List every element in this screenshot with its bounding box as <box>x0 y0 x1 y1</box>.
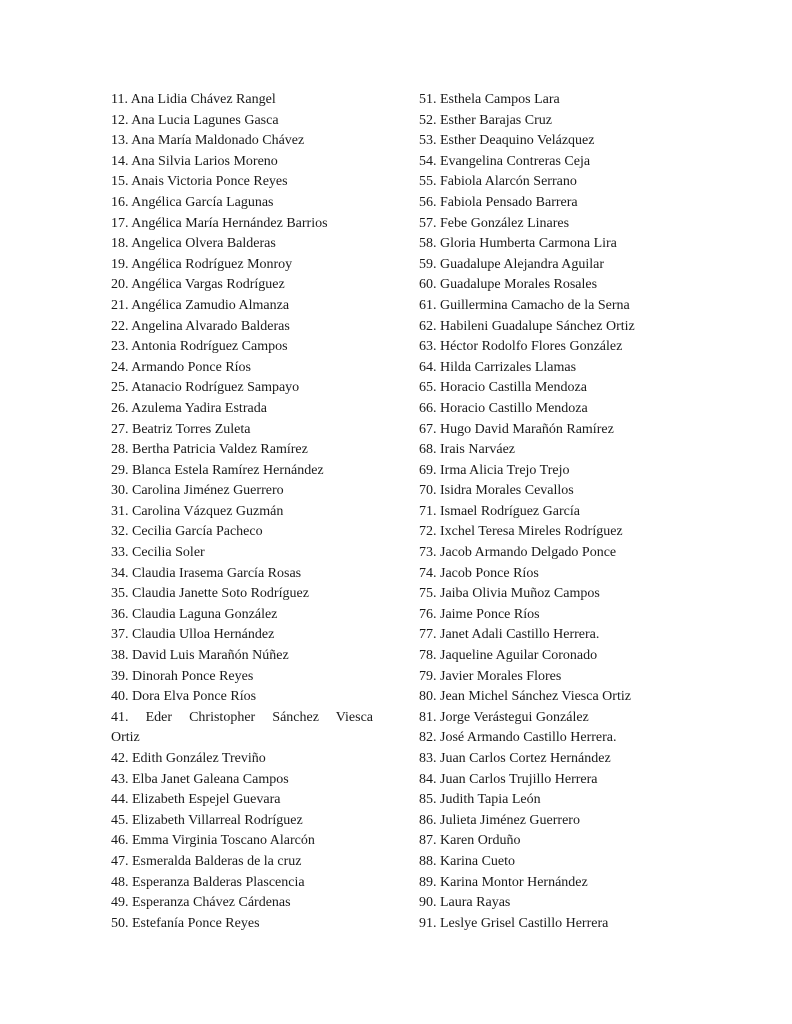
list-item: 25. Atanacio Rodríguez Sampayo <box>111 380 300 396</box>
list-item: 27. Beatriz Torres Zuleta <box>111 421 251 437</box>
list-item: 15. Anais Victoria Ponce Reyes <box>111 174 288 190</box>
list-item: 51. Esthela Campos Lara <box>419 92 560 107</box>
list-item: 49. Esperanza Chávez Cárdenas <box>111 895 291 911</box>
list-item: 31. Carolina Vázquez Guzmán <box>111 503 284 519</box>
list-item: 50. Estefanía Ponce Reyes <box>111 915 260 931</box>
list-item: 69. Irma Alicia Trejo Trejo <box>419 462 570 478</box>
list-item: 65. Horacio Castilla Mendoza <box>419 380 587 396</box>
list-item: 44. Elizabeth Espejel Guevara <box>111 792 281 808</box>
list-item: 87. Karen Orduño <box>419 833 521 849</box>
name-list-left-column <box>111 90 373 934</box>
list-item: 45. Elizabeth Villarreal Rodríguez <box>111 812 303 828</box>
list-item: 17. Angélica María Hernández Barrios <box>111 215 328 231</box>
list-item: 28. Bertha Patricia Valdez Ramírez <box>111 442 308 458</box>
list-item: 43. Elba Janet Galeana Campos <box>111 771 289 787</box>
list-item: 29. Blanca Estela Ramírez Hernández <box>111 462 324 478</box>
list-item: 90. Laura Rayas <box>419 895 511 911</box>
list-item: 26. Azulema Yadira Estrada <box>111 400 267 416</box>
list-item: 73. Jacob Armando Delgado Ponce <box>419 545 617 561</box>
list-item: 61. Guillermina Camacho de la Serna <box>419 297 630 313</box>
list-item <box>111 708 373 749</box>
list-item: 35. Claudia Janette Soto Rodríguez <box>111 586 309 602</box>
list-item: 84. Juan Carlos Trujillo Herrera <box>419 771 598 787</box>
name-list-right-column <box>419 90 681 934</box>
list-item: 13. Ana María Maldonado Chávez <box>111 133 305 149</box>
list-item: 47. Esmeralda Balderas de la cruz <box>111 853 302 869</box>
list-item: 42. Edith González Treviño <box>111 751 266 766</box>
list-item: 80. Jean Michel Sánchez Viesca Ortiz <box>419 689 631 705</box>
list-item: 76. Jaime Ponce Ríos <box>419 606 540 622</box>
list-item: 24. Armando Ponce Ríos <box>111 359 251 375</box>
list-item: 62. Habileni Guadalupe Sánchez Ortiz <box>419 318 635 334</box>
list-item: 33. Cecilia Soler <box>111 545 205 561</box>
list-item: 53. Esther Deaquino Velázquez <box>419 133 595 149</box>
list-item: 60. Guadalupe Morales Rosales <box>419 277 598 293</box>
list-item: 75. Jaiba Olivia Muñoz Campos <box>419 586 600 602</box>
list-item: 59. Guadalupe Alejandra Aguilar <box>419 256 605 272</box>
list-item: 30. Carolina Jiménez Guerrero <box>111 483 284 499</box>
list-item: 56. Fabiola Pensado Barrera <box>419 194 578 210</box>
list-item: 16. Angélica García Lagunas <box>111 194 274 210</box>
list-item: 32. Cecilia García Pacheco <box>111 524 263 540</box>
list-item: 38. David Luis Marañón Núñez <box>111 648 289 664</box>
list-item: 57. Febe González Linares <box>419 215 570 231</box>
list-item: 79. Javier Morales Flores <box>419 668 562 684</box>
list-item: 18. Angelica Olvera Balderas <box>111 236 276 252</box>
list-item: 67. Hugo David Marañón Ramírez <box>419 421 614 437</box>
list-item: 48. Esperanza Balderas Plascencia <box>111 874 305 890</box>
list-item: 66. Horacio Castillo Mendoza <box>419 400 588 416</box>
list-item: 83. Juan Carlos Cortez Hernández <box>419 751 611 766</box>
list-item: 68. Irais Narváez <box>419 442 516 458</box>
list-item: 52. Esther Barajas Cruz <box>419 112 552 128</box>
list-item: 54. Evangelina Contreras Ceja <box>419 153 591 169</box>
list-item: 71. Ismael Rodríguez García <box>419 503 580 519</box>
list-item: 46. Emma Virginia Toscano Alarcón <box>111 833 315 849</box>
list-item: 55. Fabiola Alarcón Serrano <box>419 174 577 190</box>
list-item: 74. Jacob Ponce Ríos <box>419 565 539 581</box>
list-item: 11. Ana Lidia Chávez Rangel <box>111 92 276 107</box>
list-item: 14. Ana Silvia Larios Moreno <box>111 153 278 169</box>
list-item: 82. José Armando Castillo Herrera. <box>419 730 617 746</box>
list-item: 40. Dora Elva Ponce Ríos <box>111 689 257 705</box>
list-item-line: 41. Eder Christopher Sánchez Viesca <box>111 709 373 725</box>
list-item: 77. Janet Adali Castillo Herrera. <box>419 627 600 643</box>
list-item: 70. Isidra Morales Cevallos <box>419 483 574 499</box>
list-item: 89. Karina Montor Hernández <box>419 874 588 890</box>
list-item: 37. Claudia Ulloa Hernández <box>111 627 275 643</box>
list-item: 12. Ana Lucia Lagunes Gasca <box>111 112 279 128</box>
list-item: 58. Gloria Humberta Carmona Lira <box>419 236 617 252</box>
list-item: 34. Claudia Irasema García Rosas <box>111 565 302 581</box>
list-item: 39. Dinorah Ponce Reyes <box>111 668 254 684</box>
list-item: 91. Leslye Grisel Castillo Herrera <box>419 915 609 931</box>
list-item: 88. Karina Cueto <box>419 853 516 869</box>
list-item: 22. Angelina Alvarado Balderas <box>111 318 290 334</box>
list-item: 20. Angélica Vargas Rodríguez <box>111 277 285 293</box>
list-item: 19. Angélica Rodríguez Monroy <box>111 256 293 272</box>
list-item-line: Ortiz <box>111 730 140 746</box>
list-item: 72. Ixchel Teresa Mireles Rodríguez <box>419 524 623 540</box>
list-item: 23. Antonia Rodríguez Campos <box>111 339 288 355</box>
list-item: 63. Héctor Rodolfo Flores González <box>419 339 623 355</box>
list-item: 78. Jaqueline Aguilar Coronado <box>419 648 598 664</box>
list-item: 81. Jorge Verástegui González <box>419 709 589 725</box>
list-item: 36. Claudia Laguna González <box>111 606 278 622</box>
list-item: 86. Julieta Jiménez Guerrero <box>419 812 580 828</box>
list-item: 85. Judith Tapia León <box>419 792 541 808</box>
list-item: 21. Angélica Zamudio Almanza <box>111 297 290 313</box>
list-item: 64. Hilda Carrizales Llamas <box>419 359 577 375</box>
